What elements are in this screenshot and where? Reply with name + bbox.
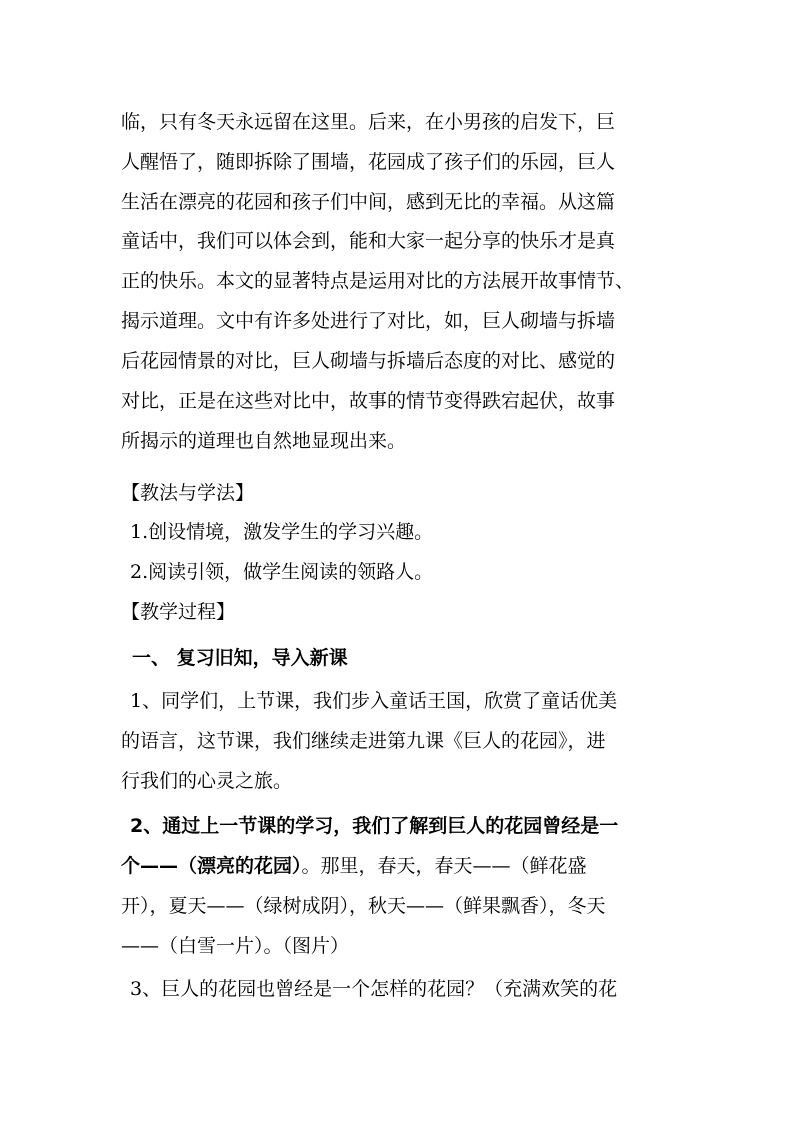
section-heading: 一、 复习旧知，导入新课: [132, 647, 348, 669]
paragraph-line: 正的快乐。本文的显著特点是运用对比的方法展开故事情节、: [121, 270, 635, 292]
line-rest: 。那里，春天，春天——（鲜花盛: [301, 855, 587, 877]
methods-item: 2.阅读引领，做学生阅读的领路人。: [130, 561, 434, 583]
process-item-line-mixed: [121, 854, 681, 878]
process-item-line: 行我们的心灵之旅。: [121, 770, 293, 792]
process-item-line-bold: 2、通过上一节课的学习，我们了解到巨人的花园曾经是一: [130, 815, 619, 837]
process-item-line: 的语言，这节课，我们继续走进第九课《巨人的花园》，进: [121, 730, 606, 752]
bold-answer: 个——（漂亮的花园）: [121, 855, 302, 877]
paragraph-line: 所揭示的道理也自然地显现出来。: [121, 430, 407, 452]
process-title: 【教学过程】: [121, 601, 236, 623]
paragraph-line: 人醒悟了，随即拆除了围墙，花园成了孩子们的乐园，巨人: [121, 151, 616, 173]
process-item-line: 3、巨人的花园也曾经是一个怎样的花园？（充满欢笑的花: [130, 978, 618, 1000]
process-item-line: 开），夏天——（绿树成阴），秋天——（鲜果飘香），冬天: [121, 895, 606, 917]
paragraph-line: 揭示道理。文中有许多处进行了对比，如，巨人砌墙与拆墙: [121, 310, 616, 332]
paragraph-line: 童话中，我们可以体会到，能和大家一起分享的快乐才是真: [121, 230, 616, 252]
paragraph-line: 临，只有冬天永远留在这里。后来，在小男孩的启发下，巨: [121, 111, 616, 133]
methods-title: 【教法与学法】: [121, 482, 255, 504]
process-item-line: 1、同学们，上节课，我们步入童话王国，欣赏了童话优美: [130, 690, 618, 712]
paragraph-line: 生活在漂亮的花园和孩子们中间，感到无比的幸福。从这篇: [121, 191, 616, 213]
paragraph-line: 对比，正是在这些对比中，故事的情节变得跌宕起伏，故事: [121, 390, 616, 412]
paragraph-line: 后花园情景的对比，巨人砌墙与拆墙后态度的对比、感觉的: [121, 350, 616, 372]
methods-item: 1.创设情境，激发学生的学习兴趣。: [130, 521, 434, 543]
process-item-line: ——（白雪一片）。（图片）: [121, 935, 350, 957]
